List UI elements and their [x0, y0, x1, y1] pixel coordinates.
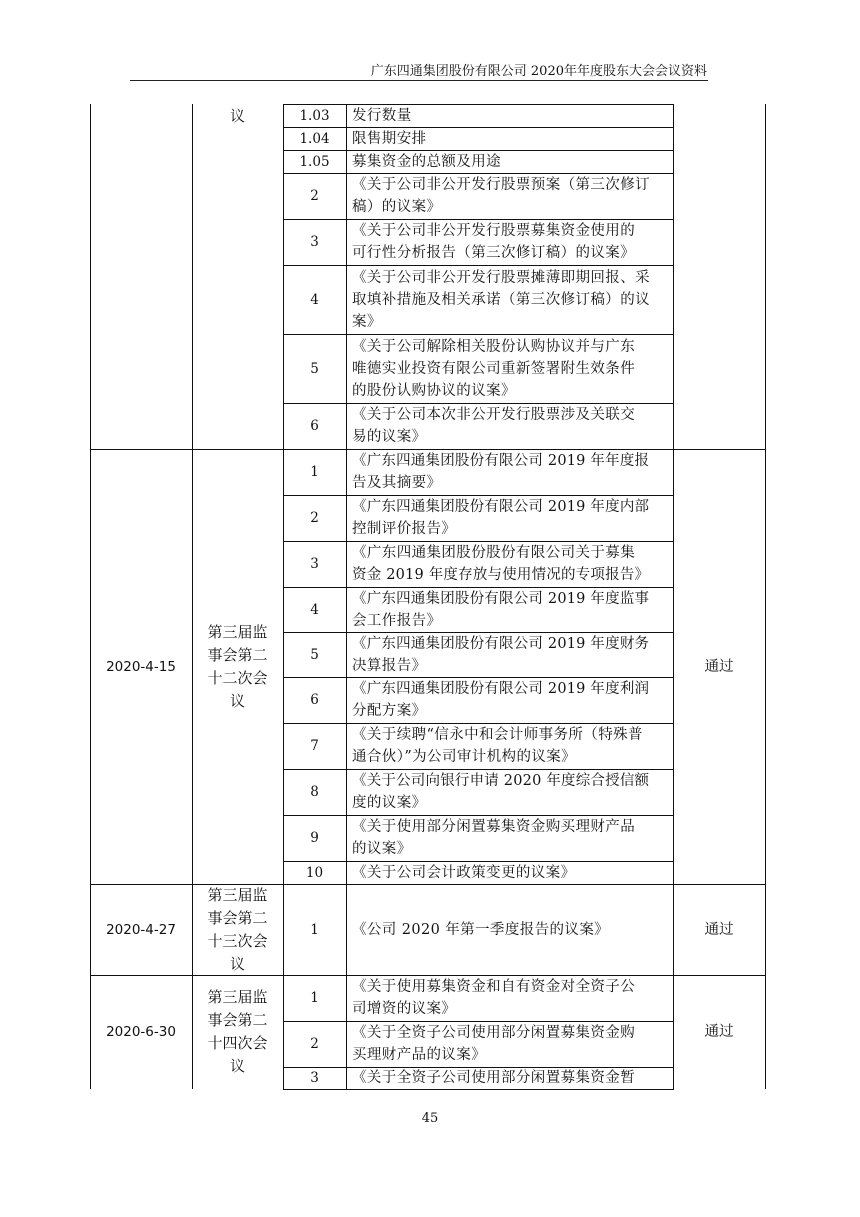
agenda-item-text [352, 1067, 635, 1089]
agenda-item [352, 127, 669, 150]
item-number: 1 [310, 464, 319, 480]
meeting-name-line: 议 [229, 107, 245, 125]
meeting-date: 2020-4-27 [106, 921, 176, 938]
agenda-item-text [352, 542, 649, 586]
running-header: 广东四通集团股份有限公司 2020年年度股东大会会议资料 [370, 64, 707, 79]
item-number: 7 [310, 738, 319, 754]
meeting-name [192, 884, 283, 975]
agenda-item-text [352, 336, 635, 402]
agenda-item-line: 《广东四通集团股份有限公司 2019 年度监事 [352, 590, 650, 607]
agenda-item [352, 632, 669, 677]
agenda-item-line: 唯德实业投资有限公司重新签署附生效条件 [352, 360, 636, 377]
agenda-item [352, 884, 669, 975]
item-number: 9 [310, 830, 319, 846]
agenda-item-line: 《关于公司本次非公开发行股票涉及关联交 [352, 407, 636, 423]
agenda-item-line: 资金 2019 年度存放与使用情况的专项报告》 [352, 567, 650, 583]
table-border-right [765, 104, 766, 1089]
agenda-item-line: 分配方案》 [352, 703, 427, 719]
agenda-item-line: 稿）的议案》 [352, 199, 442, 215]
vote-result: 通过 [704, 1024, 734, 1040]
agenda-item-line: 的股份认购协议的议案》 [352, 382, 516, 399]
item-number: 3 [310, 556, 319, 572]
item-number: 5 [310, 646, 319, 663]
agenda-item-text [352, 976, 635, 1020]
agenda-item [352, 815, 669, 861]
agenda-item [352, 150, 669, 173]
item-number: 1.04 [299, 130, 330, 147]
meeting-name-line: 第三届监 [207, 885, 268, 904]
item-number: 1.03 [299, 107, 330, 124]
meeting-name-line: 事会第二 [207, 645, 268, 664]
agenda-item-text [352, 1022, 635, 1066]
row-divider [283, 1089, 674, 1090]
item-number: 2 [310, 1036, 319, 1052]
agenda-item-text [352, 496, 649, 540]
meeting-name [192, 975, 283, 1089]
agenda-item [352, 495, 669, 541]
item-number: 2 [310, 510, 319, 526]
agenda-item-line: 取填补措施及相关承诺（第三次修订稿）的议 [352, 291, 650, 308]
agenda-item-line: 《广东四通集团股份有限公司 2019 年度内部 [352, 499, 650, 515]
agenda-item [352, 769, 669, 815]
agenda-item-line: 易的议案》 [352, 429, 427, 445]
agenda-item-line: 募集资金的总额及用途 [352, 153, 501, 170]
agenda-item [352, 541, 669, 587]
vote-result: 通过 [704, 921, 734, 938]
agenda-item-text [352, 174, 650, 218]
agenda-item-line: 《关于公司非公开发行股票预案（第三次修订 [352, 177, 650, 193]
item-number: 4 [310, 291, 319, 308]
item-number: 1 [310, 921, 319, 938]
agenda-item-line: 《关于使用募集资金和自有资金对全资子公 [352, 979, 636, 995]
agenda-item-text [352, 678, 649, 722]
item-number: 1.05 [299, 153, 330, 170]
agenda-item-text [352, 450, 649, 494]
item-number: 1 [310, 990, 319, 1006]
meeting-name-line: 议 [229, 1057, 245, 1075]
meeting-date: 2020-4-15 [106, 658, 176, 675]
agenda-item-line: 《广东四通集团股份股份有限公司关于募集 [352, 545, 636, 561]
agenda-item [352, 587, 669, 632]
agenda-item-line: 限售期安排 [352, 130, 427, 147]
agenda-item-line: 控制评价报告》 [352, 521, 457, 537]
item-number: 6 [310, 692, 319, 708]
meeting-name [192, 105, 283, 127]
agenda-item-text [352, 816, 635, 860]
agenda-item-text [352, 724, 643, 768]
agenda-item-line: 会工作报告》 [352, 612, 442, 629]
meeting-name [192, 449, 283, 884]
meeting-name-line: 十三次会 [207, 931, 268, 950]
agenda-item-line: 决算报告》 [352, 657, 427, 674]
agenda-item-line: 司增资的议案》 [352, 1001, 457, 1017]
agenda-item-line: 《关于公司非公开发行股票募集资金使用的 [352, 223, 636, 239]
agenda-item-line: 《关于公司会计政策变更的议案》 [352, 864, 576, 881]
agenda-item-text [352, 404, 635, 448]
agenda-item-line: 《公司 2020 年第一季度报告的议案》 [352, 921, 610, 938]
meeting-name-line: 十二次会 [207, 668, 268, 687]
agenda-item-line: 《广东四通集团股份有限公司 2019 年度财务 [352, 635, 650, 652]
vote-result [673, 104, 765, 449]
agenda-item-text [352, 588, 649, 632]
agenda-item-line: 《关于公司向银行申请 2020 年度综合授信额 [352, 773, 650, 789]
column-divider [346, 104, 347, 1089]
item-number: 5 [310, 360, 319, 377]
agenda-item-line: 买理财产品的议案》 [352, 1047, 487, 1063]
meeting-name-line: 议 [229, 691, 245, 710]
agenda-item-text [352, 128, 427, 150]
agenda-item-line: 《关于全资子公司使用部分闲置募集资金购 [352, 1025, 636, 1041]
agenda-item [352, 334, 669, 403]
agenda-item-line: 案》 [352, 313, 382, 330]
agenda-item [352, 677, 669, 723]
agenda-item [352, 449, 669, 495]
meeting-name-line: 第三届监 [207, 988, 268, 1006]
agenda-item-line: 《关于续聘“信永中和会计师事务所（特殊普 [352, 727, 643, 743]
item-number: 6 [310, 418, 319, 434]
agenda-item-line: 发行数量 [352, 107, 412, 124]
item-number: 2 [310, 188, 319, 204]
meeting-name-line: 事会第二 [207, 1011, 268, 1029]
item-number: 3 [310, 1070, 319, 1086]
agenda-item-line: 可行性分析报告（第三次修订稿）的议案》 [352, 245, 636, 261]
agenda-item-text [352, 862, 576, 884]
agenda-item-line: 的议案》 [352, 841, 412, 857]
meeting-name-line: 事会第二 [207, 908, 268, 927]
agenda-item-line: 通合伙）”为公司审计机构的议案》 [352, 749, 577, 765]
agenda-item-line: 《关于使用部分闲置募集资金购买理财产品 [352, 819, 636, 835]
item-number: 3 [310, 234, 319, 250]
agenda-item [352, 723, 669, 769]
agenda-item [352, 975, 669, 1021]
meeting-name-line: 第三届监 [207, 622, 268, 641]
agenda-item-text [352, 151, 501, 173]
agenda-item-text [352, 633, 649, 677]
agenda-item-line: 告及其摘要》 [352, 475, 442, 491]
agenda-item [352, 861, 669, 884]
header-rule [130, 80, 708, 81]
agenda-item-text [352, 105, 412, 127]
agenda-item [352, 219, 669, 265]
agenda-item-line: 度的议案》 [352, 795, 427, 811]
agenda-item-text [352, 770, 649, 814]
item-number: 4 [310, 601, 319, 618]
item-number: 10 [305, 864, 324, 881]
agenda-item-text [352, 220, 635, 264]
meeting-name-line: 十四次会 [207, 1034, 268, 1052]
agenda-item-line: 《关于公司解除相关股份认购协议并与广东 [352, 338, 636, 355]
agenda-item-line: 《广东四通集团股份有限公司 2019 年度利润 [352, 681, 650, 697]
meeting-name-line: 议 [229, 954, 245, 973]
agenda-item [352, 403, 669, 449]
agenda-item [352, 1021, 669, 1067]
agenda-item [352, 1067, 669, 1089]
item-number: 8 [310, 784, 319, 800]
meeting-date [90, 104, 192, 449]
agenda-item-text [352, 919, 609, 941]
agenda-item [352, 265, 669, 334]
agenda-item-line: 《关于公司非公开发行股票摊薄即期回报、采 [352, 269, 650, 286]
page-number: 45 [421, 1111, 439, 1126]
agenda-item-text [352, 267, 650, 333]
vote-result: 通过 [704, 658, 734, 675]
meeting-date: 2020-6-30 [106, 1024, 176, 1040]
agenda-item [352, 104, 669, 127]
agenda-item [352, 173, 669, 219]
agenda-item-line: 《关于全资子公司使用部分闲置募集资金暂 [352, 1070, 636, 1086]
agenda-item-line: 《广东四通集团股份有限公司 2019 年年度报 [352, 453, 650, 469]
